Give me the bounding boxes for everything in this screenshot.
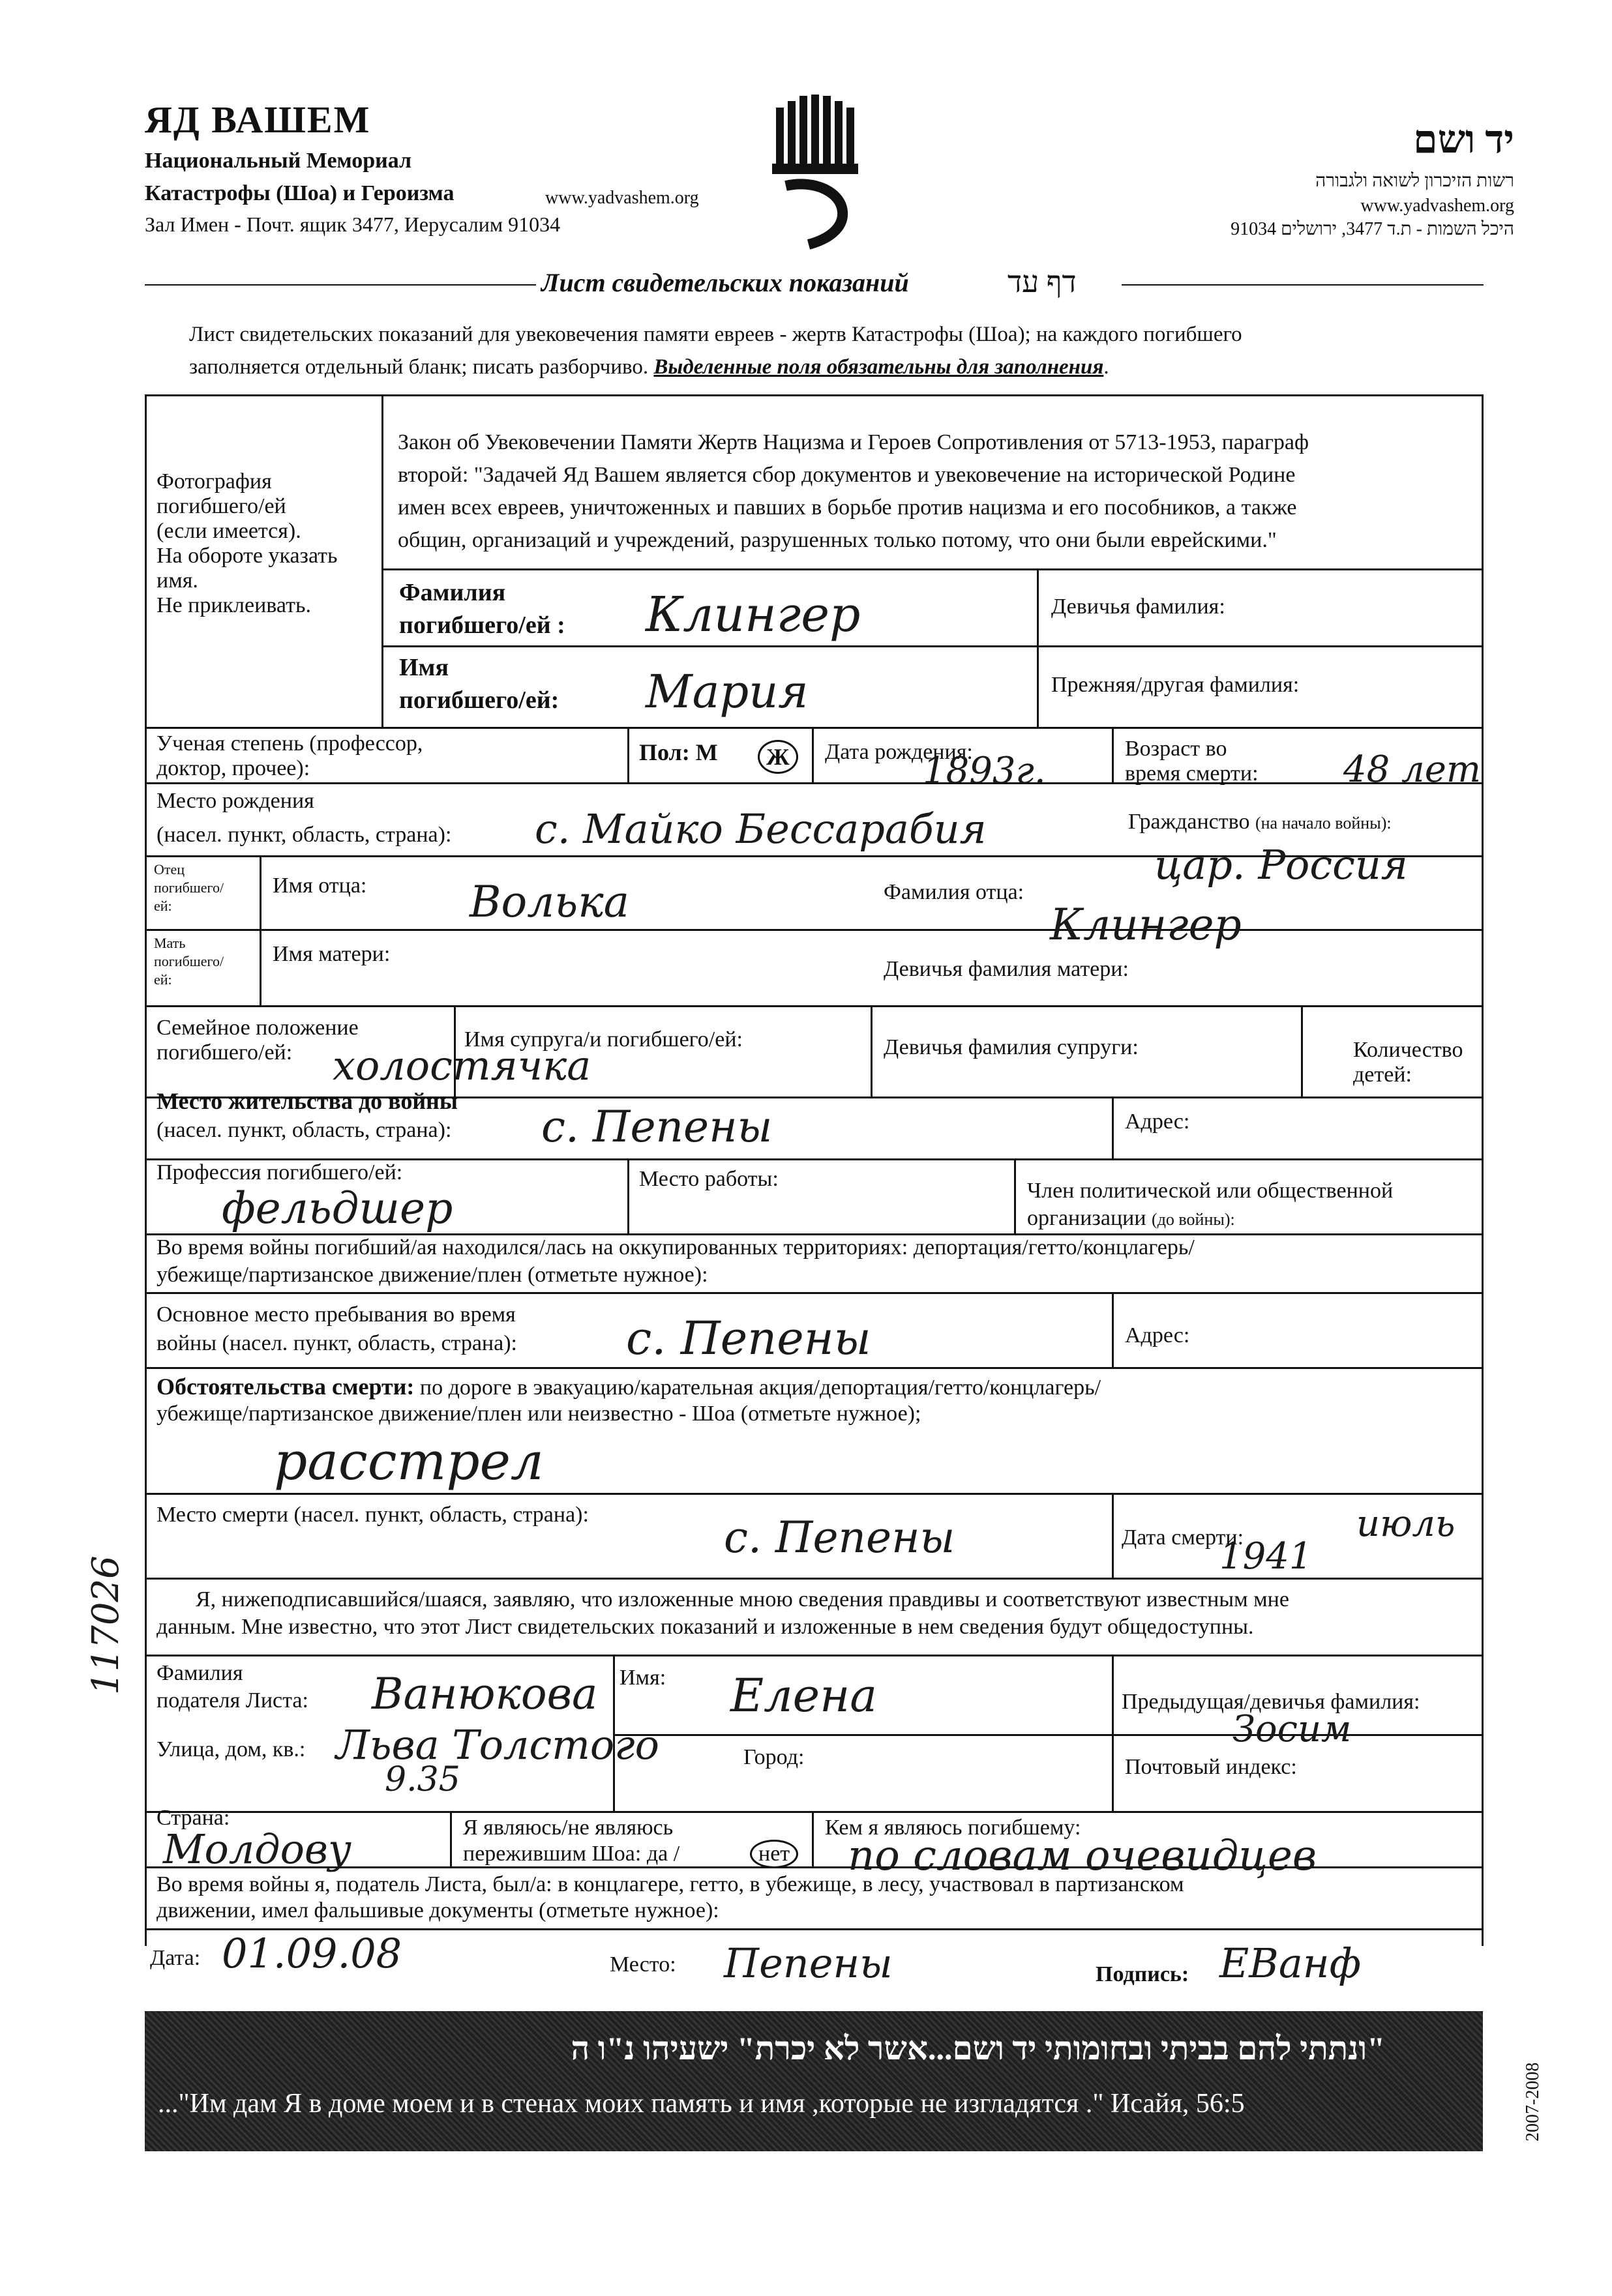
surname-label-2: погибшего/ей : [399, 611, 565, 639]
during-label-1: Во время войны я, податель Листа, был/а: в концлагере, гетто, в убежище, в лесу, участвовал в партизанском [157, 1872, 1184, 1896]
maiden-label: Девичья фамилия: [1051, 595, 1225, 619]
spouse-divider [871, 1005, 873, 1096]
row-declaration-top [145, 1578, 1484, 1580]
name-label-2: погибшего/ей: [399, 686, 560, 714]
birthplace-value[interactable]: с. Майко Бессарабия [535, 805, 987, 853]
workplace-divider [1014, 1158, 1016, 1233]
mainplace-divider [1112, 1292, 1114, 1367]
birthplace-label-1: Место рождения [157, 789, 314, 813]
row-country-top [145, 1811, 1484, 1813]
deathplace-value[interactable]: с. Пепены [724, 1512, 955, 1563]
org-line1-ru: Национальный Мемориал [145, 149, 412, 173]
father-surname-label: Фамилия отца: [884, 880, 1024, 904]
row-street-top [613, 1734, 1484, 1736]
age-label-2: время смерти: [1125, 761, 1259, 786]
table-left [145, 394, 147, 1946]
name-label-1: Имя [399, 654, 449, 681]
city-label: Город: [743, 1745, 805, 1769]
place-value[interactable]: Пепены [724, 1939, 893, 1987]
prev-surname-label: Прежняя/другая фамилия: [1051, 673, 1300, 697]
father-surname-value[interactable]: Клингер [1050, 900, 1242, 950]
residence-label-2: (насел. пункт, область, страна): [157, 1118, 452, 1142]
degree-divider [627, 727, 629, 782]
mother-box-2: погибшего/ [154, 953, 224, 969]
yad-vashem-logo [769, 95, 867, 251]
declaration-l1: Я, нижеподписавшийся/шаяся, заявляю, что изложенные мною сведения правдивы и соответствуют известным мне [196, 1587, 1289, 1612]
circumstances-label-2: убежище/партизанское движение/плен или неизвестно - Шоа (отметьте нужное); [157, 1402, 921, 1426]
street-value-2[interactable]: 9.35 [385, 1760, 460, 1799]
dob-divider [1112, 727, 1114, 782]
profession-divider [627, 1158, 629, 1233]
zip-label: Почтовый индекс: [1125, 1755, 1297, 1779]
sex-label: Пол: М [639, 739, 718, 765]
address-label: Адрес: [1125, 1110, 1190, 1134]
profession-label: Профессия погибшего/ей: [157, 1160, 403, 1185]
deathdate-year[interactable]: 1941 [1219, 1535, 1313, 1578]
photo-divider [381, 394, 383, 727]
row-birth-top [145, 782, 1484, 784]
birthplace-label-2: (насел. пункт, область, страна): [157, 823, 452, 847]
dob-value[interactable]: 1893г. [923, 750, 1046, 792]
residence-label-1: Место жительства до войны [157, 1088, 458, 1114]
law-bottom [381, 568, 1484, 570]
residence-value[interactable]: с. Пепены [541, 1102, 773, 1152]
table-top [145, 394, 1484, 396]
profession-value[interactable]: фельдшер [222, 1183, 453, 1233]
spouse-maiden-divider [1301, 1005, 1303, 1096]
date-label: Дата: [150, 1946, 201, 1970]
row-circumstances-top [145, 1367, 1484, 1369]
children-label-1: Количество [1353, 1038, 1463, 1062]
age-label-1: Возраст во [1125, 737, 1227, 761]
footer-quote-he: "ונתתי להם בביתי ובחומותי יד ושם...אשר לא יכרת" ישעיהו נ"ו ה [571, 2030, 1385, 2067]
place-label: Место: [610, 1952, 676, 1977]
photo-l4: На обороте указать [157, 544, 338, 568]
law-l4: общин, организаций и учреждений, разрушенных только потому, что они были еврейскими." [398, 528, 1277, 552]
footer-quote-ru: ..."Им дам Я в доме моем и в стенах моих память и имя ,которые не изгладятся ." Исайя, 56:5 [158, 2089, 1245, 2119]
survivor-divider [812, 1811, 814, 1866]
sub-prev-value[interactable]: Зосим [1232, 1708, 1352, 1750]
deathplace-label: Место смерти (насел. пункт, область, страна): [157, 1503, 589, 1527]
org-name-ru: ЯД ВАШЕМ [145, 98, 371, 141]
father-name-value[interactable]: Волька [470, 877, 629, 927]
mainplace-label-2: войны (насел. пункт, область, страна): [157, 1331, 517, 1355]
degree-label-2: доктор, прочее): [157, 756, 310, 780]
name-value[interactable]: Мария [646, 665, 809, 718]
citizenship-label [1128, 810, 1392, 836]
intro-line1: Лист свидетельских показаний для увековечения памяти евреев - жертв Катастрофы (Шоа); на каждого погибшего [189, 323, 1242, 346]
father-box-2: погибшего/ [154, 879, 224, 896]
children-label-2: детей: [1353, 1063, 1412, 1087]
law-l2: второй: "Задачей Яд Вашем является сбор документов и увековечение на исторической Родине [398, 463, 1296, 487]
photo-l2: погибшего/ей [157, 494, 286, 518]
org-name-he: יד ושם [1413, 118, 1514, 161]
address2-label: Адрес: [1125, 1323, 1190, 1347]
workplace-label: Место работы: [639, 1167, 779, 1191]
signature-label: Подпись: [1096, 1962, 1189, 1986]
mother-maiden-label: Девичья фамилия матери: [884, 957, 1129, 981]
maiden-divider [1037, 568, 1039, 727]
father-name-label: Имя отца: [273, 874, 367, 898]
org-url-left: www.yadvashem.org [545, 188, 699, 208]
during-label-2: движении, имел фальшивые документы (отметьте нужное): [157, 1898, 719, 1922]
sub-surname-label-1: Фамилия [157, 1661, 243, 1685]
row-submitter-top [145, 1655, 1484, 1656]
photo-l5: имя. [157, 568, 198, 593]
survivor-label-1: Я являюсь/не являюсь [463, 1816, 674, 1840]
member-label-2-text: организации [1027, 1206, 1146, 1230]
footer-quote-band [145, 2011, 1483, 2151]
name-row-divider [381, 645, 1484, 647]
intro-line2-text: заполняется отдельный бланк; писать разборчиво. [189, 355, 649, 379]
mainplace-value[interactable]: с. Пепены [626, 1312, 871, 1365]
citizenship-label-text: Гражданство [1128, 810, 1250, 834]
circumstances-value[interactable]: расстрел [274, 1431, 544, 1492]
mother-name-label: Имя матери: [273, 942, 391, 966]
photo-l6: Не приклеивать. [157, 593, 311, 617]
row-mainplace-top [145, 1292, 1484, 1294]
member-label-note: (до войны): [1152, 1210, 1235, 1229]
wartime-label-2: убежище/партизанское движение/плен (отметьте нужное): [157, 1263, 708, 1287]
deathdate-month[interactable]: июль [1356, 1503, 1455, 1545]
photo-l3: (если имеется). [157, 519, 301, 543]
member-label-1: Член политической или общественной [1027, 1179, 1394, 1203]
declaration-l2: данным. Мне известно, что этот Лист свидетельских показаний и изложенные в нем сведения будут общедоступны. [157, 1615, 1254, 1639]
citizenship-label-note: (на начало войны): [1255, 814, 1392, 832]
intro-required: Выделенные поля обязательны для заполнения [653, 355, 1104, 379]
marital-label-2: погибшего/ей: [157, 1040, 293, 1065]
deathdate-label: Дата смерти: [1122, 1525, 1244, 1550]
date-value[interactable]: 01.09.08 [222, 1930, 402, 1977]
law-l1: Закон об Увековечении Памяти Жертв Нацизма и Героев Сопротивления от 5713-1953, параграф [398, 430, 1309, 454]
row-marital-top [145, 1005, 1484, 1007]
row-mother-top [145, 929, 1484, 931]
country-divider [450, 1811, 452, 1866]
circumstances-label-rest: по дороге в эвакуацию/карательная акция/депортация/гетто/концлагерь/ [419, 1376, 1101, 1400]
country-value[interactable]: Молдову [163, 1825, 351, 1873]
signature-value[interactable]: ЕВанф [1219, 1939, 1362, 1987]
mother-box-3: ей: [154, 971, 172, 988]
form-title-ru: Лист свидетельских показаний [541, 268, 909, 297]
surname-value[interactable]: Клингер [646, 587, 861, 643]
spouse-name-label: Имя супруга/и погибшего/ей: [464, 1027, 743, 1052]
member-label-2 [1027, 1206, 1235, 1232]
org-line3-ru: Зал Имен - Почт. ящик 3477, Иерусалим 91034 [145, 213, 561, 236]
father-box-3: ей: [154, 898, 172, 914]
survivor-no-option[interactable]: нет [750, 1840, 798, 1868]
sub-surname-value[interactable]: Ванюкова [372, 1669, 598, 1719]
sub-name-label: Имя: [619, 1666, 666, 1690]
form-title-he: דף עד [1008, 265, 1077, 299]
title-rule-left [145, 284, 536, 286]
wartime-label-1: Во время войны погибший/ая находился/лась на оккупированных территориях: депортация/гетто/концлагерь/ [157, 1235, 1195, 1259]
law-l3: имен всех евреев, уничтоженных и павших в борьбе против нацизма и его пособников, а также [398, 495, 1297, 520]
sub-name-divider [1112, 1655, 1114, 1811]
degree-label-1: Ученая степень (профессор, [157, 731, 423, 756]
street-value[interactable]: Льва Толстого [336, 1721, 659, 1769]
relation-value[interactable]: по словам очевидцев [848, 1832, 1317, 1880]
intro-line2: заполняется отдельный бланк; писать разборчиво. Выделенные поля обязательны для заполнения. [189, 355, 1109, 379]
deathplace-divider [1112, 1493, 1114, 1578]
row-degree-top [145, 727, 1484, 729]
citizenship-value[interactable]: цар. Россия [1154, 841, 1408, 889]
org-line2-ru: Катастрофы (Шоа) и Героизма [145, 181, 455, 205]
org-line1-he: רשות הזיכרון לשואה ולגבורה [1315, 171, 1514, 191]
surname-label-1: Фамилия [399, 579, 506, 606]
table-right [1482, 394, 1484, 1946]
relation-label: Кем я являюсь погибшему: [825, 1816, 1081, 1840]
org-line3-he: היכל השמות - ת.ד 3477, ירושלים 91034 [1231, 219, 1514, 239]
mother-box-1: Мать [154, 935, 186, 951]
marital-value[interactable]: холостячка [333, 1042, 591, 1089]
residence-divider [1112, 1096, 1114, 1158]
title-rule-right [1122, 284, 1484, 286]
sub-name-value[interactable]: Елена [730, 1669, 877, 1722]
sex-divider [812, 727, 814, 782]
photo-l1: Фотография [157, 469, 272, 493]
marital-label-1: Семейное положение [157, 1016, 359, 1040]
circumstances-label-1 [157, 1374, 1101, 1400]
mainplace-label-1: Основное место пребывания во время [157, 1303, 516, 1327]
age-value[interactable]: 48 лет [1343, 748, 1481, 791]
sub-surname-label-2: подателя Листа: [157, 1688, 308, 1713]
survivor-label-2: пережившим Шоа: да / [463, 1842, 680, 1866]
street-label: Улица, дом, кв.: [157, 1737, 306, 1761]
spouse-maiden-label: Девичья фамилия супруги: [884, 1035, 1139, 1059]
country-label: Страна: [157, 1806, 230, 1830]
row-deathplace-top [145, 1493, 1484, 1495]
sex-female-option[interactable]: Ж [758, 740, 798, 774]
circumstances-label-bold: Обстоятельства смерти: [157, 1374, 415, 1400]
father-box-1: Отец [154, 861, 185, 877]
org-url-right: www.yadvashem.org [1360, 196, 1514, 216]
dob-label: Дата рождения: [825, 740, 973, 764]
margin-id: 117026 [85, 1555, 127, 1695]
footer-year-code: 2007-2008 [1523, 2062, 1543, 2141]
sub-prev-label: Предыдущая/девичья фамилия: [1122, 1690, 1420, 1714]
